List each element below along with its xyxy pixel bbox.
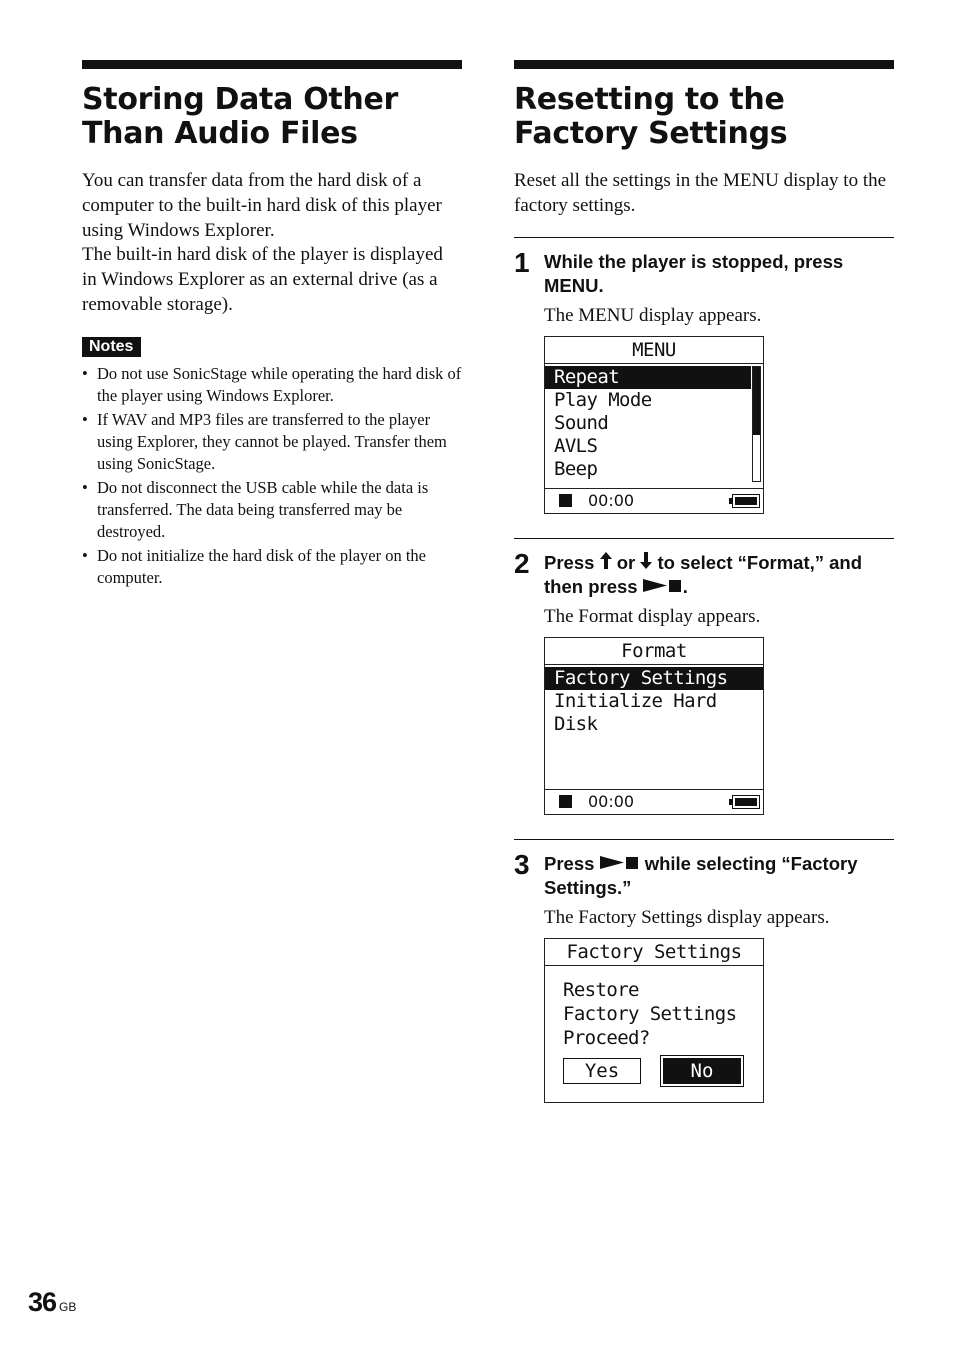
scrollbar[interactable] xyxy=(752,366,761,482)
storing-data-heading xyxy=(82,83,462,151)
step-result: The Factory Settings display appears. xyxy=(544,906,830,928)
step-number: 3 xyxy=(514,848,530,880)
confirm-line: Restore xyxy=(563,978,639,1001)
battery-icon xyxy=(732,494,760,508)
heading-rule xyxy=(82,60,462,69)
note-item: • Do not disconnect the USB cable while the data is transferred. The data being transferred may be destroyed. xyxy=(82,477,462,543)
notes-list xyxy=(82,363,462,589)
step-title-text: to select “Format,” and then press xyxy=(544,551,863,597)
step-title-text: while selecting “Factory Settings.” xyxy=(544,852,858,898)
menu-screen xyxy=(544,336,764,514)
status-bar xyxy=(545,789,763,814)
intro-paragraph: The built-in hard disk of the player is displayed in Windows Explorer as an external drive (as a removable storage). xyxy=(82,244,443,315)
page-region-suffix: GB xyxy=(59,1300,77,1314)
stop-icon xyxy=(559,795,572,808)
notes-badge: Notes xyxy=(82,337,141,357)
resetting-intro: Reset all the settings in the MENU display to the factory settings. xyxy=(514,170,887,216)
status-bar xyxy=(545,488,763,513)
down-arrow-icon xyxy=(640,552,652,569)
step-title-text: or xyxy=(616,551,636,573)
screen-title: MENU xyxy=(545,337,763,364)
note-item: • Do not initialize the hard disk of the player on the computer. xyxy=(82,545,462,589)
step-title-text: Press xyxy=(544,852,595,874)
heading-line-2: Factory Settings xyxy=(514,116,788,151)
resetting-heading xyxy=(514,83,894,151)
step-title-text: . xyxy=(682,575,688,597)
page-number-value: 36 xyxy=(28,1287,57,1317)
menu-list xyxy=(545,364,763,488)
menu-item-beep[interactable]: Beep xyxy=(554,457,598,480)
page-number xyxy=(28,1287,76,1318)
heading-line-1: Resetting to the xyxy=(514,82,785,117)
step-title-text: Press xyxy=(544,551,595,573)
heading-line-1: Storing Data Other xyxy=(82,82,399,117)
heading-line-2: Than Audio Files xyxy=(82,116,358,151)
menu-item-avls[interactable]: AVLS xyxy=(554,434,598,457)
no-button[interactable]: No xyxy=(663,1058,741,1084)
elapsed-time: 00:00 xyxy=(588,490,635,510)
heading-rule xyxy=(514,60,894,69)
format-list xyxy=(545,665,763,789)
menu-item-repeat[interactable]: Repeat xyxy=(545,366,751,389)
scrollbar-thumb[interactable] xyxy=(753,367,760,435)
intro-paragraph: You can transfer data from the hard disk of a computer to the built-in hard disk of this player using Windows Explorer. xyxy=(82,170,442,241)
confirm-message xyxy=(545,966,763,1050)
step-result: The Format display appears. xyxy=(544,605,761,627)
up-arrow-icon xyxy=(600,552,612,569)
screen-title: Format xyxy=(545,638,763,665)
play-stop-icon xyxy=(643,578,683,593)
right-column xyxy=(514,60,894,1103)
play-stop-icon xyxy=(600,855,640,870)
menu-item-sound[interactable]: Sound xyxy=(554,411,609,434)
format-item-factory-settings[interactable]: Factory Settings xyxy=(545,667,763,690)
step-3 xyxy=(514,840,894,1103)
step-title xyxy=(544,551,894,599)
screen-title: Factory Settings xyxy=(545,939,763,966)
format-item-initialize-hard-disk[interactable]: Initialize Hard Disk xyxy=(554,689,717,735)
factory-settings-screen xyxy=(544,938,764,1103)
note-item: • Do not use SonicStage while operating the hard disk of the player using Windows Explorer. xyxy=(82,363,462,407)
left-column xyxy=(82,60,462,591)
yes-button[interactable]: Yes xyxy=(563,1058,641,1084)
stop-icon xyxy=(559,494,572,507)
elapsed-time: 00:00 xyxy=(588,791,635,811)
step-number: 1 xyxy=(514,246,530,278)
note-item: • If WAV and MP3 files are transferred to the player using Explorer, they cannot be played. Transfer them using SonicStage. xyxy=(82,409,462,475)
menu-item-play-mode[interactable]: Play Mode xyxy=(554,388,652,411)
confirm-line: Factory Settings xyxy=(563,1002,737,1025)
step-2 xyxy=(514,539,894,839)
confirm-line: Proceed? xyxy=(563,1026,650,1049)
format-screen xyxy=(544,637,764,815)
storing-data-intro xyxy=(82,169,462,318)
step-result: The MENU display appears. xyxy=(544,304,762,326)
step-title: While the player is stopped, press MENU. xyxy=(544,250,844,296)
step-title xyxy=(544,852,894,900)
battery-icon xyxy=(732,795,760,809)
confirm-buttons xyxy=(545,1050,763,1102)
step-number: 2 xyxy=(514,547,530,579)
step-1 xyxy=(514,238,894,538)
